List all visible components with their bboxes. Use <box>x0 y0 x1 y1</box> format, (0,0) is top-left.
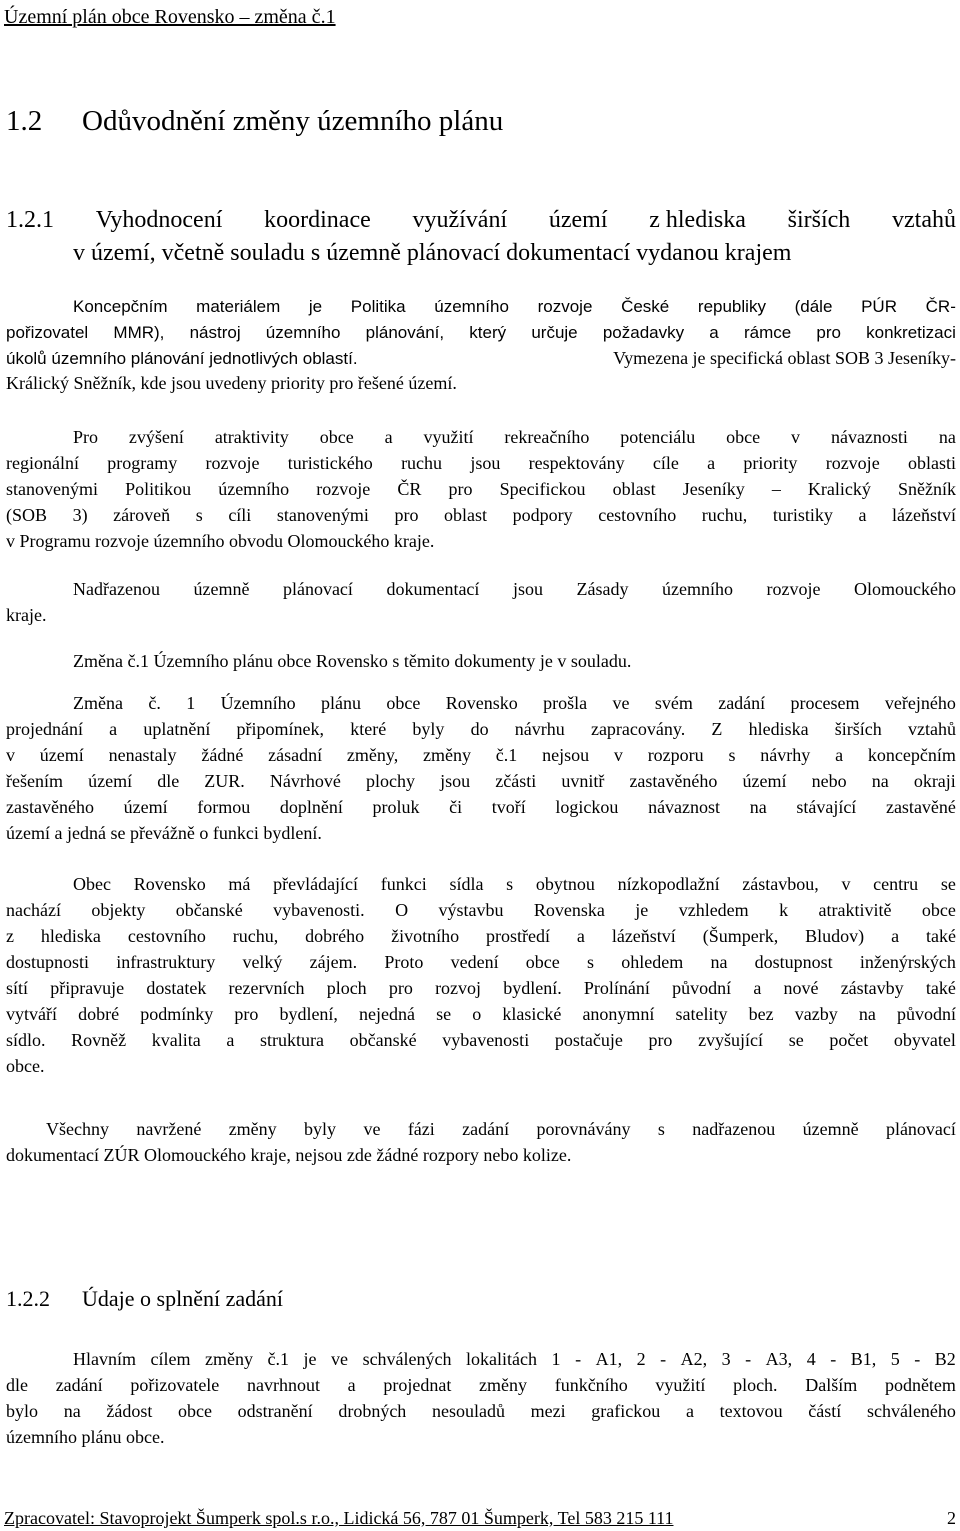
paragraph-changes <box>6 1116 956 1168</box>
paragraph-line: (SOB 3) zároveň s cíli stanovenými pro oblast podpory cestovního ruchu, turistiky a lázeňství <box>6 505 956 525</box>
paragraph-line: zastavěného území formou doplnění proluk či tvoří logickou návaznost na stávající zastavěné <box>6 797 956 817</box>
paragraph-line: pořizovatel MMR), nástroj územního plánování, který určuje požadavky a rámce pro konkretizaci <box>6 322 956 342</box>
paragraph-line: Králický Sněžník, kde jsou uvedeny priority pro řešené území. <box>6 373 457 394</box>
paragraph-line: území a jedná se převážně o funkci bydlení. <box>6 823 322 843</box>
section-title: Odůvodnění změny územního plánu <box>82 105 504 137</box>
paragraph-tourism <box>6 424 956 554</box>
section-heading-1-2-1 <box>6 204 956 270</box>
paragraph-process <box>6 690 956 846</box>
heading-word: území <box>548 207 608 233</box>
paragraph-zur <box>6 576 956 628</box>
paragraph-line: nachází objekty občanské vybavenosti. O výstavbu Rovenska je vzhledem k atraktivitě obce <box>6 900 956 920</box>
paragraph-line: Nadřazenou územně plánovací dokumentací jsou Zásady územního rozvoje Olomouckého <box>73 579 956 599</box>
paragraph-obec <box>6 871 956 1079</box>
section-number: 1.2.2 <box>6 1286 50 1311</box>
paragraph-line: obce. <box>6 1056 45 1076</box>
paragraph-line: vytváří dobré podmínky pro bydlení, nejedná se o klasické anonymní satelity bez vazby na původní <box>6 1004 956 1024</box>
paragraph-line: Hlavním cílem změny č.1 je ve schválených lokalitách 1 - A1, 2 - A2, 3 - A3, 4 - B1, 5 - B2 <box>73 1349 956 1369</box>
heading-word: Vyhodnocení <box>95 207 223 233</box>
paragraph-line: sídlo. Rovněž kvalita a struktura občanské vybavenosti postačuje pro zvyšující se počet obyvatel <box>6 1030 956 1050</box>
paragraph-line: Změna č. 1 Územního plánu obce Rovensko prošla ve svém zadání procesem veřejného <box>73 693 956 713</box>
paragraph-line: dostupnosti infrastruktury velký zájem. Proto vedení obce s ohledem na dostupnost inženýrských <box>6 952 956 972</box>
heading-word: z hlediska <box>649 207 746 233</box>
running-header: Územní plán obce Rovensko – změna č.1 <box>4 6 336 28</box>
section-title: Údaje o splnění zadání <box>82 1286 283 1311</box>
paragraph-line: územního plánu obce. <box>6 1427 165 1447</box>
page-footer <box>4 1507 956 1529</box>
paragraph-line: Pro zvýšení atraktivity obce a využití rekreačního potenciálu obce v návaznosti na <box>73 427 956 447</box>
paragraph-line: dle zadání pořizovatele navrhnout a projednat změny funkčního využití ploch. Dalším podnětem <box>6 1375 956 1395</box>
paragraph-compliance <box>6 648 956 674</box>
heading-line-1 <box>6 204 956 237</box>
sans-segment: úkolů územního plánování jednotlivých oblastí. <box>6 348 358 368</box>
paragraph-line: z hlediska cestovního ruchu, dobrého životního prostředí a lázeňství (Šumperk, Bludov) a také <box>6 926 956 946</box>
serif-segment: Vymezena je specifická oblast SOB 3 Jeseníky- <box>613 347 956 368</box>
page-number: 2 <box>947 1508 956 1528</box>
heading-word: širších <box>787 207 851 233</box>
section-number: 1.2 <box>6 105 43 137</box>
paragraph-line <box>6 346 956 372</box>
paragraph-line: regionální programy rozvoje turistického ruchu jsou respektovány cíle a priority rozvoje oblasti <box>6 453 956 473</box>
heading-line-2: v území, včetně souladu s územně plánovací dokumentací vydanou krajem <box>73 240 792 266</box>
heading-word: 1.2.1 <box>6 207 54 233</box>
paragraph-line: projednání a uplatnění připomínek, které byly do návrhu zapracovány. Z hlediska širších vztahů <box>6 719 956 739</box>
paragraph-line: v území nenastaly žádné zásadní změny, změny č.1 nejsou v rozporu s návrhy a koncepčním <box>6 745 956 765</box>
paragraph-line: Všechny navržené změny byly ve fázi zadání porovnávány s nadřazenou územně plánovací <box>46 1119 956 1139</box>
paragraph-line: řešením území dle ZUR. Návrhové plochy jsou zčásti uvnitř zastavěného území nebo na okraji <box>6 771 956 791</box>
section-heading-1-2 <box>6 105 503 138</box>
paragraph-line: kraje. <box>6 605 47 625</box>
paragraph-line: v Programu rozvoje územního obvodu Olomouckého kraje. <box>6 531 435 551</box>
heading-word: využívání <box>412 207 508 233</box>
paragraph-goal <box>6 1346 956 1450</box>
heading-word: koordinace <box>264 207 371 233</box>
footer-text: Zpracovatel: Stavoprojekt Šumperk spol.s r.o., Lidická 56, 787 01 Šumperk, Tel 583 215 111 <box>4 1508 674 1528</box>
paragraph-line: sítí připravuje dostatek rezervních ploch pro rozvoj bydlení. Prolínání původní a nové zástavby také <box>6 978 956 998</box>
section-heading-1-2-2 <box>6 1286 283 1312</box>
paragraph-line: bylo na žádost obce odstranění drobných nesouladů mezi grafickou a textovou částí schváleného <box>6 1401 956 1421</box>
paragraph-line: Změna č.1 Územního plánu obce Rovensko s těmito dokumenty je v souladu. <box>73 651 632 671</box>
paragraph-line: Obec Rovensko má převládající funkci sídla s obytnou nízkopodlažní zástavbou, v centru se <box>73 874 956 894</box>
heading-word: vztahů <box>892 207 956 233</box>
paragraph-line: Koncepčním materiálem je Politika územního rozvoje České republiky (dále PÚR ČR- <box>73 297 956 316</box>
paragraph-line: stanovenými Politikou územního rozvoje ČR pro Specifickou oblast Jeseníky – Kralický Sněžník <box>6 479 956 499</box>
intro-paragraph <box>6 294 956 397</box>
paragraph-line: dokumentací ZÚR Olomouckého kraje, nejsou zde žádné rozpory nebo kolize. <box>6 1145 572 1165</box>
